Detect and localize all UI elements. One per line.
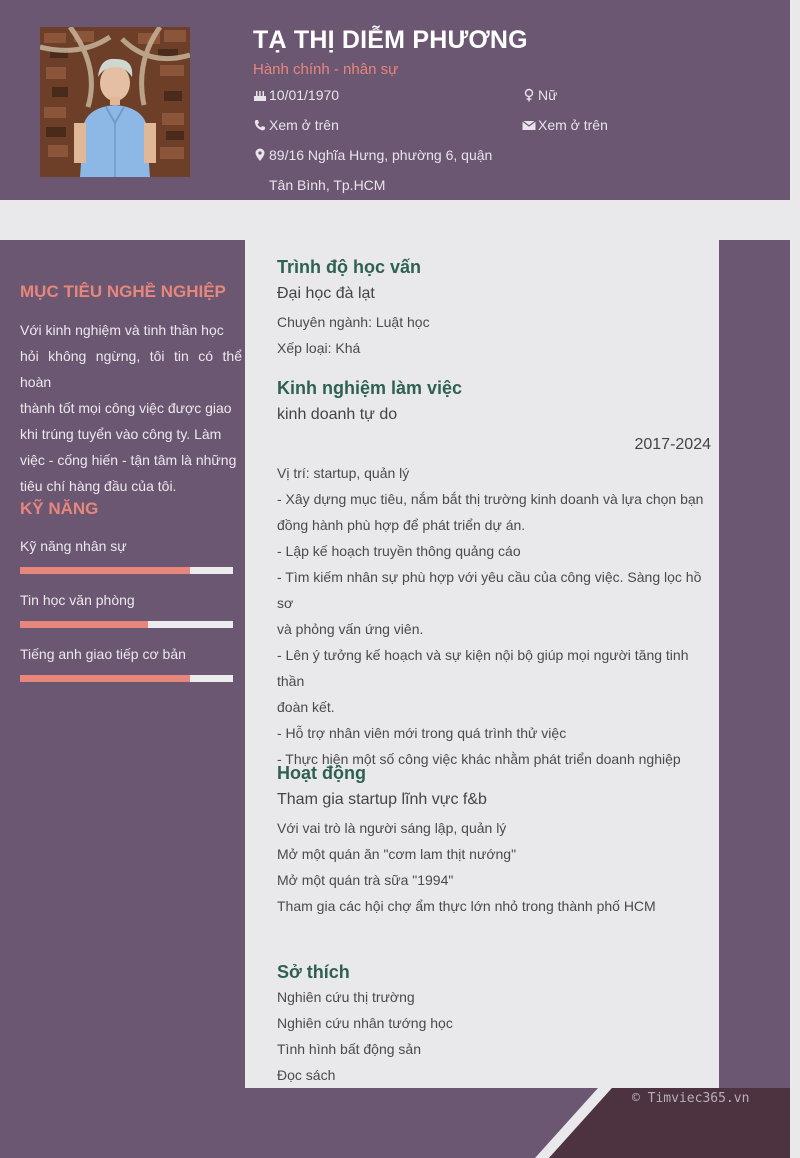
experience-line: Vị trí: startup, quản lý bbox=[277, 465, 410, 481]
objective-line: Với kinh nghiệm và tinh thần học bbox=[20, 322, 224, 338]
location-pin-icon bbox=[253, 142, 267, 156]
address-row bbox=[253, 140, 503, 170]
envelope-icon bbox=[522, 112, 536, 126]
experience-title: Kinh nghiệm làm việc bbox=[277, 378, 463, 398]
birthday-row bbox=[253, 80, 339, 110]
experience-line: - Lập kế hoạch truyền thông quảng cáo bbox=[277, 543, 521, 559]
activity-line: Mở một quán trà sữa "1994" bbox=[277, 872, 454, 888]
experience-line: - Lên ý tưởng kế hoạch và sự kiện nội bộ giúp mọi người tăng tinh thần bbox=[277, 647, 689, 689]
skill-bar-fill bbox=[20, 621, 148, 628]
objective-title: MỤC TIÊU NGHỀ NGHIỆP bbox=[20, 282, 226, 301]
birthday-value: 10/01/1970 bbox=[269, 87, 340, 103]
skill-name: Tiếng anh giao tiếp cơ bản bbox=[20, 646, 186, 662]
skill-bar bbox=[20, 567, 233, 574]
hobbies-lines bbox=[277, 984, 717, 1088]
education-title: Trình độ học vấn bbox=[277, 257, 422, 277]
experience-line: đoàn kết. bbox=[277, 699, 335, 715]
activities-lines bbox=[277, 815, 717, 919]
skill-bar bbox=[20, 621, 233, 628]
address-line-1: 89/16 Nghĩa Hưng, phường 6, quận bbox=[269, 147, 493, 163]
experience-line: đồng hành phù hợp để phát triển dự án. bbox=[277, 517, 526, 533]
skill-name: Tin học văn phòng bbox=[20, 592, 135, 608]
skill-name: Kỹ năng nhân sự bbox=[20, 538, 127, 554]
header-divider-band bbox=[0, 200, 790, 240]
activities-title: Hoạt động bbox=[277, 763, 366, 783]
experience-period: 2017-2024 bbox=[634, 436, 711, 453]
skill-bar-fill bbox=[20, 675, 190, 682]
email-value: Xem ở trên bbox=[538, 117, 608, 133]
experience-company: kinh doanh tự do bbox=[277, 406, 398, 423]
skill-bar bbox=[20, 675, 233, 682]
experience-lines bbox=[277, 460, 717, 772]
objective-line: việc - cống hiến - tận tâm là những bbox=[20, 452, 237, 468]
experience-line: - Xây dựng mục tiêu, nắm bắt thị trường kinh doanh và lựa chọn bạn bbox=[277, 491, 704, 507]
gender-row bbox=[522, 80, 557, 110]
objective-text bbox=[20, 317, 242, 499]
activity-line: Tham gia các hội chợ ẩm thực lớn nhỏ trong thành phố HCM bbox=[277, 898, 656, 914]
phone-icon bbox=[253, 112, 267, 126]
hobby-line: Đọc sách bbox=[277, 1067, 336, 1083]
hobby-line: Tình hình bất động sản bbox=[277, 1041, 421, 1057]
school-name: Đại học đà lạt bbox=[277, 285, 375, 302]
experience-line: - Thực hiện một số công việc khác nhằm phát triển doanh nghiệp bbox=[277, 751, 681, 767]
hobby-line: Nghiên cứu nhân tướng học bbox=[277, 1015, 453, 1031]
candidate-name: TẠ THỊ DIỄM PHƯƠNG bbox=[253, 26, 528, 54]
email-row bbox=[522, 110, 608, 140]
right-border-strip bbox=[719, 240, 790, 1088]
objective-line: tiêu chí hàng đầu của tôi. bbox=[20, 478, 177, 494]
cake-icon bbox=[253, 82, 267, 96]
activities-subtitle: Tham gia startup lĩnh vực f&b bbox=[277, 791, 487, 808]
education-rank: Xếp loại: Khá bbox=[277, 340, 361, 356]
skill-bar-fill bbox=[20, 567, 190, 574]
skills-title: KỸ NĂNG bbox=[20, 499, 99, 518]
gender-value: Nữ bbox=[538, 87, 558, 103]
experience-line: - Tìm kiếm nhân sự phù hợp với yêu cầu của công việc. Sàng lọc hồ sơ bbox=[277, 569, 702, 611]
experience-line: và phỏng vấn ứng viên. bbox=[277, 621, 424, 637]
hobby-line: Nghiên cứu thị trường bbox=[277, 989, 415, 1005]
activity-line: Với vai trò là người sáng lập, quản lý bbox=[277, 820, 507, 836]
phone-value: Xem ở trên bbox=[269, 117, 339, 133]
objective-line: hỏi không ngừng, tôi tin có thể hoàn bbox=[20, 348, 242, 390]
address-line-2: Tân Bình, Tp.HCM bbox=[269, 177, 386, 193]
objective-line: khi trúng tuyển vào công ty. Làm bbox=[20, 426, 222, 442]
profile-photo bbox=[40, 27, 190, 177]
hobbies-title: Sở thích bbox=[277, 962, 350, 982]
experience-line: - Hỗ trợ nhân viên mới trong quá trình thử việc bbox=[277, 725, 567, 741]
copyright-text: © Timviec365.vn bbox=[632, 1091, 750, 1106]
objective-line: thành tốt mọi công việc được giao bbox=[20, 400, 232, 416]
phone-row bbox=[253, 110, 339, 140]
female-icon bbox=[522, 82, 536, 96]
activity-line: Mở một quán ăn "cơm lam thịt nướng" bbox=[277, 846, 517, 862]
job-position: Hành chính - nhân sự bbox=[253, 61, 399, 78]
education-major: Chuyên ngành: Luật học bbox=[277, 314, 430, 330]
